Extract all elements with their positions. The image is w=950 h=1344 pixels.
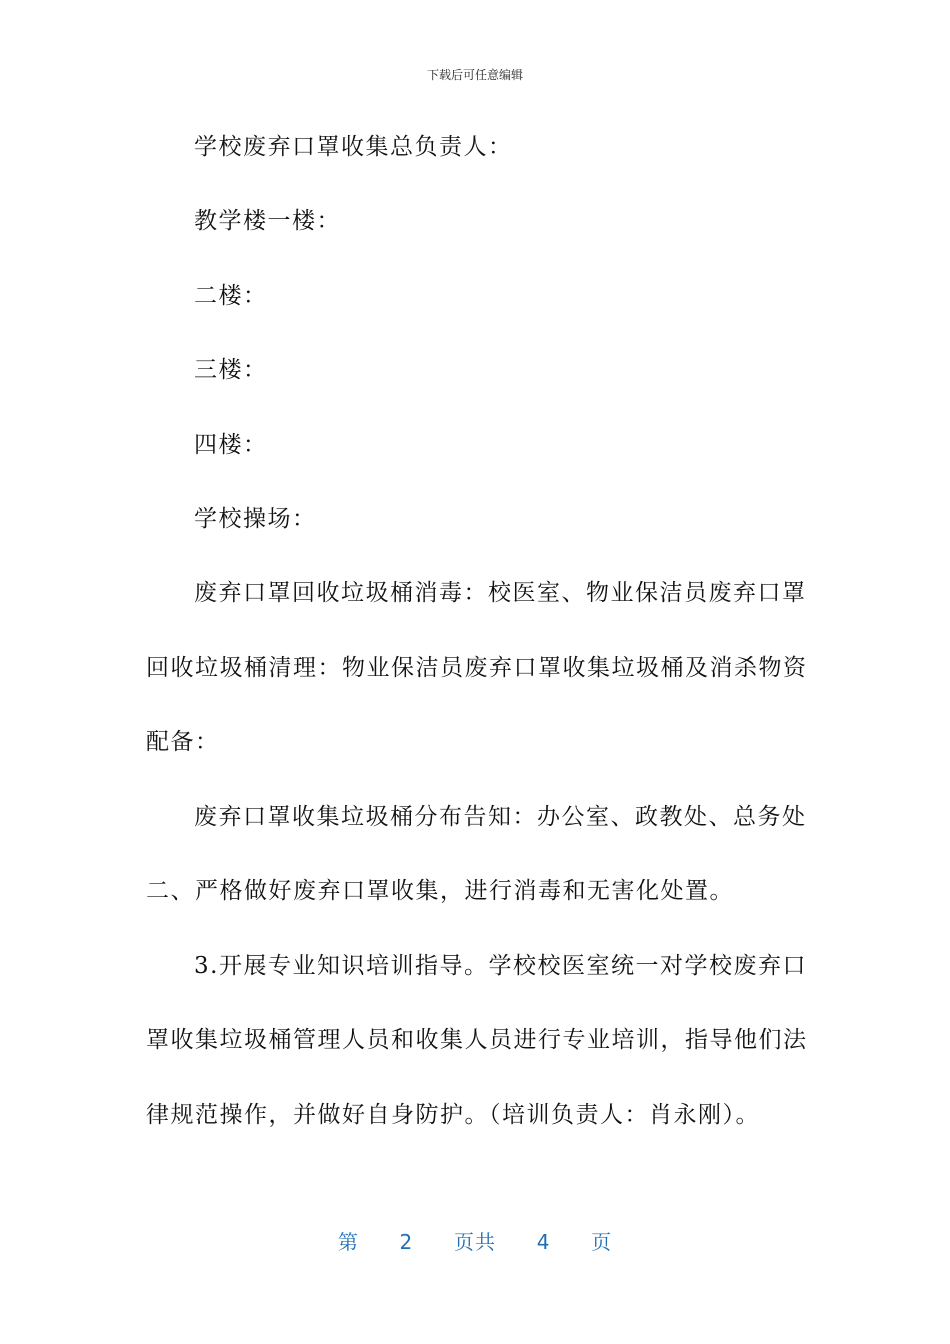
body-line: 废弃口罩收集垃圾桶分布告知：办公室、政教处、总务处 bbox=[194, 804, 807, 830]
body-line: 律规范操作，并做好自身防护。（培训负责人：肖永刚）。 bbox=[146, 1102, 760, 1128]
body-line: 配备： bbox=[146, 729, 220, 755]
body-line: 学校操场： bbox=[194, 506, 317, 532]
body-line: 3.开展专业知识培训指导。学校校医室统一对学校废弃口 bbox=[194, 953, 807, 979]
body-line: 学校废弃口罩收集总负责人： bbox=[194, 134, 513, 160]
body-line: 二、严格做好废弃口罩收集，进行消毒和无害化处置。 bbox=[146, 878, 734, 904]
page-total: 4 bbox=[536, 1230, 551, 1254]
page-current: 2 bbox=[399, 1230, 414, 1254]
page-number-footer bbox=[0, 1226, 950, 1255]
page-header: 下载后可任意编辑 bbox=[426, 68, 523, 82]
body-line: 罩收集垃圾桶管理人员和收集人员进行专业培训，指导他们法 bbox=[146, 1027, 808, 1053]
body-line: 二楼： bbox=[194, 283, 268, 309]
body-line: 三楼： bbox=[194, 357, 268, 383]
body-line: 教学楼一楼： bbox=[194, 208, 341, 234]
body-line: 四楼： bbox=[194, 432, 268, 458]
page-middle: 页共 bbox=[454, 1230, 496, 1254]
page-prefix: 第 bbox=[337, 1230, 359, 1254]
body-line: 废弃口罩回收垃圾桶消毒：校医室、物业保洁员废弃口罩 bbox=[194, 580, 807, 606]
body-line: 回收垃圾桶清理：物业保洁员废弃口罩收集垃圾桶及消杀物资 bbox=[146, 655, 808, 681]
page-suffix: 页 bbox=[591, 1230, 613, 1254]
